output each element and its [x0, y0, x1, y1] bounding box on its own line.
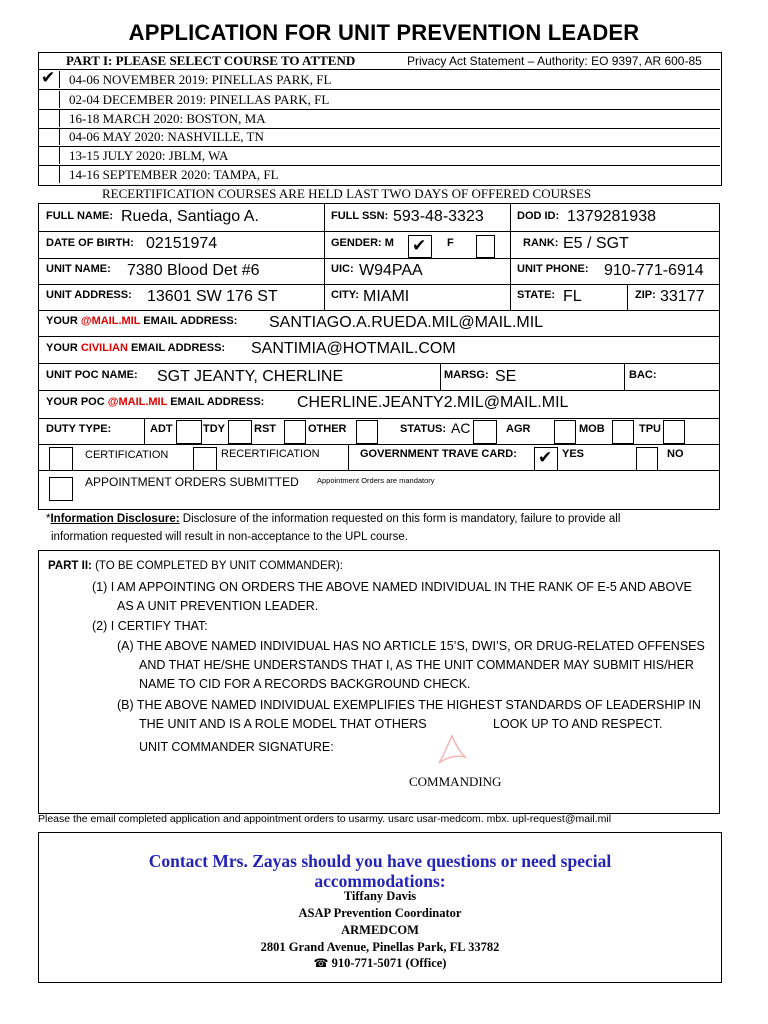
gov-card-yes-checkbox[interactable] — [534, 447, 558, 471]
gender-male-checkbox[interactable] — [408, 235, 432, 258]
status-value[interactable]: AC — [451, 420, 471, 436]
part2-item-b-cont2: LOOK UP TO AND RESPECT. — [493, 717, 663, 731]
unit-name-label: UNIT NAME: — [46, 263, 111, 275]
dodid-value[interactable]: 1379281938 — [567, 208, 656, 225]
unit-phone-value[interactable]: 910-771-6914 — [604, 262, 704, 279]
status-mob-label: MOB — [579, 423, 605, 435]
course-label: 14-16 SEPTEMBER 2020: TAMPA, FL — [69, 167, 279, 182]
part2-item-a-cont: AND THAT HE/SHE UNDERSTANDS THAT I, AS THE UNIT COMMANDER MAY SUBMIT HIS/HER — [139, 658, 694, 672]
applicant-info-form — [38, 203, 720, 510]
contact-role: ASAP Prevention Coordinator — [298, 906, 462, 920]
part2-item-a-cont2: NAME TO CID FOR A RECORDS BACKGROUND CHECK. — [139, 677, 471, 691]
mil-email-label: YOUR @MAIL.MIL EMAIL ADDRESS: — [46, 315, 238, 327]
dodid-label: DOD ID: — [517, 210, 560, 222]
course-row[interactable] — [38, 70, 720, 90]
course-label: 13-15 JULY 2020: JBLM, WA — [69, 148, 229, 163]
part1-heading: PART I: PLEASE SELECT COURSE TO ATTEND — [66, 53, 356, 68]
rank-value[interactable]: E5 / SGT — [563, 235, 629, 252]
contact-address: 2801 Grand Avenue, Pinellas Park, FL 33782 — [260, 940, 500, 954]
gov-card-no-label: NO — [667, 448, 684, 460]
status-tpu-checkbox[interactable] — [663, 420, 685, 444]
city-value[interactable]: MIAMI — [363, 288, 410, 305]
zip-label: ZIP: — [635, 289, 656, 301]
commanding-label: COMMANDING — [409, 774, 502, 789]
course-checkbox[interactable] — [39, 68, 60, 88]
full-name-value[interactable]: Rueda, Santiago A. — [121, 208, 259, 225]
appointment-orders-note: Appointment Orders are mandatory — [317, 476, 435, 485]
gov-card-no-checkbox[interactable] — [636, 447, 658, 471]
contact-name: Tiffany Davis — [343, 889, 417, 903]
adobe-sign-icon[interactable] — [435, 733, 469, 767]
poc-email-label: YOUR POC @MAIL.MIL EMAIL ADDRESS: — [46, 396, 265, 408]
contact-phone-row — [39, 956, 721, 971]
state-label: STATE: — [517, 289, 556, 301]
marsg-label: MARSG: — [444, 369, 489, 381]
part2-heading: PART II: (TO BE COMPLETED BY UNIT COMMANDER): — [48, 560, 343, 572]
city-label: CITY: — [331, 289, 359, 301]
status-label: STATUS: — [400, 423, 447, 435]
part2-item-b-cont: THE UNIT AND IS A ROLE MODEL THAT OTHERS — [139, 717, 427, 731]
gov-card-yes-label: YES — [562, 448, 585, 460]
duty-tdy-label: TDY — [203, 423, 225, 435]
course-label: 16-18 MARCH 2020: BOSTON, MA — [69, 111, 266, 126]
course-label: 04-06 NOVEMBER 2019: PINELLAS PARK, FL — [69, 72, 332, 87]
certification-checkbox[interactable] — [49, 447, 73, 471]
unit-address-value[interactable]: 13601 SW 176 ST — [147, 288, 278, 305]
dob-value[interactable]: 02151974 — [146, 235, 218, 252]
appointment-orders-label: APPOINTMENT ORDERS SUBMITTED — [85, 475, 299, 489]
part2-commander-section — [38, 550, 720, 814]
appointment-orders-checkbox[interactable] — [49, 477, 73, 501]
course-checkbox[interactable] — [39, 128, 60, 145]
unit-phone-label: UNIT PHONE: — [517, 263, 589, 275]
uic-value[interactable]: W94PAA — [359, 262, 423, 279]
poc-email-value[interactable]: CHERLINE.JEANTY2.MIL@MAIL.MIL — [297, 394, 569, 411]
gender-label: GENDER: M — [331, 237, 394, 249]
contact-heading: Contact Mrs. Zayas should you have questions or need special accommodations: — [148, 851, 612, 891]
part2-item-a: (A) THE ABOVE NAMED INDIVIDUAL HAS NO ARTICLE 15’S, DWI’S, OR DRUG-RELATED OFFENSES — [117, 639, 705, 653]
gender-female-checkbox[interactable] — [476, 235, 495, 258]
course-checkbox[interactable] — [39, 147, 60, 164]
course-row[interactable] — [38, 127, 720, 147]
contact-box — [38, 832, 722, 983]
civilian-email-value[interactable]: SANTIMIA@HOTMAIL.COM — [251, 340, 456, 357]
duty-tdy-checkbox[interactable] — [228, 420, 252, 444]
duty-type-label: DUTY TYPE: — [46, 423, 112, 435]
civilian-email-label: YOUR CIVILIAN EMAIL ADDRESS: — [46, 342, 226, 354]
privacy-act-statement: Privacy Act Statement – Authority: EO 9397, AR 600-85 — [407, 54, 702, 68]
poc-name-label: UNIT POC NAME: — [46, 369, 138, 381]
commander-signature-label: UNIT COMMANDER SIGNATURE: — [139, 740, 334, 754]
contact-phone[interactable]: 910-771-5071 (Office) — [331, 956, 447, 970]
rank-label: RANK: — [523, 237, 559, 249]
part2-item-1: (1) I AM APPOINTING ON ORDERS THE ABOVE NAMED INDIVIDUAL IN THE RANK OF E-5 AND ABOVE — [92, 580, 692, 594]
part2-item-1-cont: AS A UNIT PREVENTION LEADER. — [117, 599, 319, 613]
duty-other-checkbox[interactable] — [356, 420, 378, 444]
part1-header — [38, 52, 720, 70]
recertification-checkbox[interactable] — [193, 447, 217, 471]
gov-card-label: GOVERNMENT TRAVE CARD: — [360, 448, 517, 460]
course-row[interactable] — [38, 165, 720, 184]
ssn-label: FULL SSN: — [331, 210, 389, 222]
mil-email-value[interactable]: SANTIAGO.A.RUEDA.MIL@MAIL.MIL — [269, 314, 544, 331]
course-checkbox[interactable] — [39, 110, 60, 127]
phone-icon: ☎ — [313, 956, 329, 970]
status-agr-label: AGR — [506, 423, 531, 435]
status-ac-checkbox[interactable] — [473, 420, 497, 444]
duty-other-label: OTHER — [308, 423, 347, 435]
course-row[interactable] — [38, 109, 720, 129]
duty-rst-label: RST — [254, 423, 276, 435]
contact-org: ARMEDCOM — [341, 923, 419, 937]
unit-address-label: UNIT ADDRESS: — [46, 289, 132, 301]
duty-rst-checkbox[interactable] — [284, 420, 306, 444]
status-mob-checkbox[interactable] — [612, 420, 634, 444]
recertification-label: RECERTIFICATION — [221, 448, 320, 460]
information-disclosure: *Information Disclosure: Disclosure of the information requested on this form is mandatory, failure to provide all information requested will result in non-acceptance to the UPL course. — [46, 513, 621, 543]
status-tpu-label: TPU — [639, 423, 661, 435]
status-agr-checkbox[interactable] — [554, 420, 576, 444]
duty-adt-checkbox[interactable] — [176, 420, 202, 444]
checkmark-icon: ✔ — [538, 448, 553, 468]
course-label: 04-06 MAY 2020: NASHVILLE, TN — [69, 129, 264, 144]
dob-label: DATE OF BIRTH: — [46, 237, 134, 249]
marsg-value[interactable]: SE — [495, 368, 517, 385]
disclosure-heading: Information Disclosure: — [50, 513, 180, 525]
submission-email-instruction: Please the email completed application and appointment orders to usarmy. usarc usar-medcom. mbx. upl-request@mail.mil — [38, 813, 612, 825]
zip-value[interactable]: 33177 — [660, 288, 705, 305]
gender-female-label: F — [447, 237, 454, 249]
duty-adt-label: ADT — [150, 423, 173, 435]
certification-label: CERTIFICATION — [85, 449, 169, 461]
ssn-value[interactable]: 593-48-3323 — [393, 208, 484, 225]
unit-name-value[interactable]: 7380 Blood Det #6 — [127, 262, 260, 279]
course-label: 02-04 DECEMBER 2019: PINELLAS PARK, FL — [69, 92, 330, 107]
checkmark-icon: ✔ — [412, 236, 427, 256]
state-value[interactable]: FL — [563, 288, 582, 305]
full-name-label: FULL NAME: — [46, 210, 114, 222]
course-checkbox[interactable] — [39, 166, 60, 183]
course-checkbox[interactable] — [39, 91, 60, 108]
course-row[interactable] — [38, 146, 720, 166]
bac-label: BAC: — [629, 369, 657, 381]
page-title: APPLICATION FOR UNIT PREVENTION LEADER — [128, 20, 640, 45]
poc-name-value[interactable]: SGT JEANTY, CHERLINE — [157, 368, 344, 385]
part2-item-b: (B) THE ABOVE NAMED INDIVIDUAL EXEMPLIFIES THE HIGHEST STANDARDS OF LEADERSHIP IN — [117, 698, 701, 712]
part2-item-2: (2) I CERTIFY THAT: — [92, 619, 208, 633]
course-row[interactable] — [38, 90, 720, 110]
uic-label: UIC: — [331, 263, 354, 275]
recertification-note: RECERTIFICATION COURSES ARE HELD LAST TWO DAYS OF OFFERED COURSES — [102, 186, 592, 201]
checkmark-icon: ✔ — [41, 68, 56, 88]
